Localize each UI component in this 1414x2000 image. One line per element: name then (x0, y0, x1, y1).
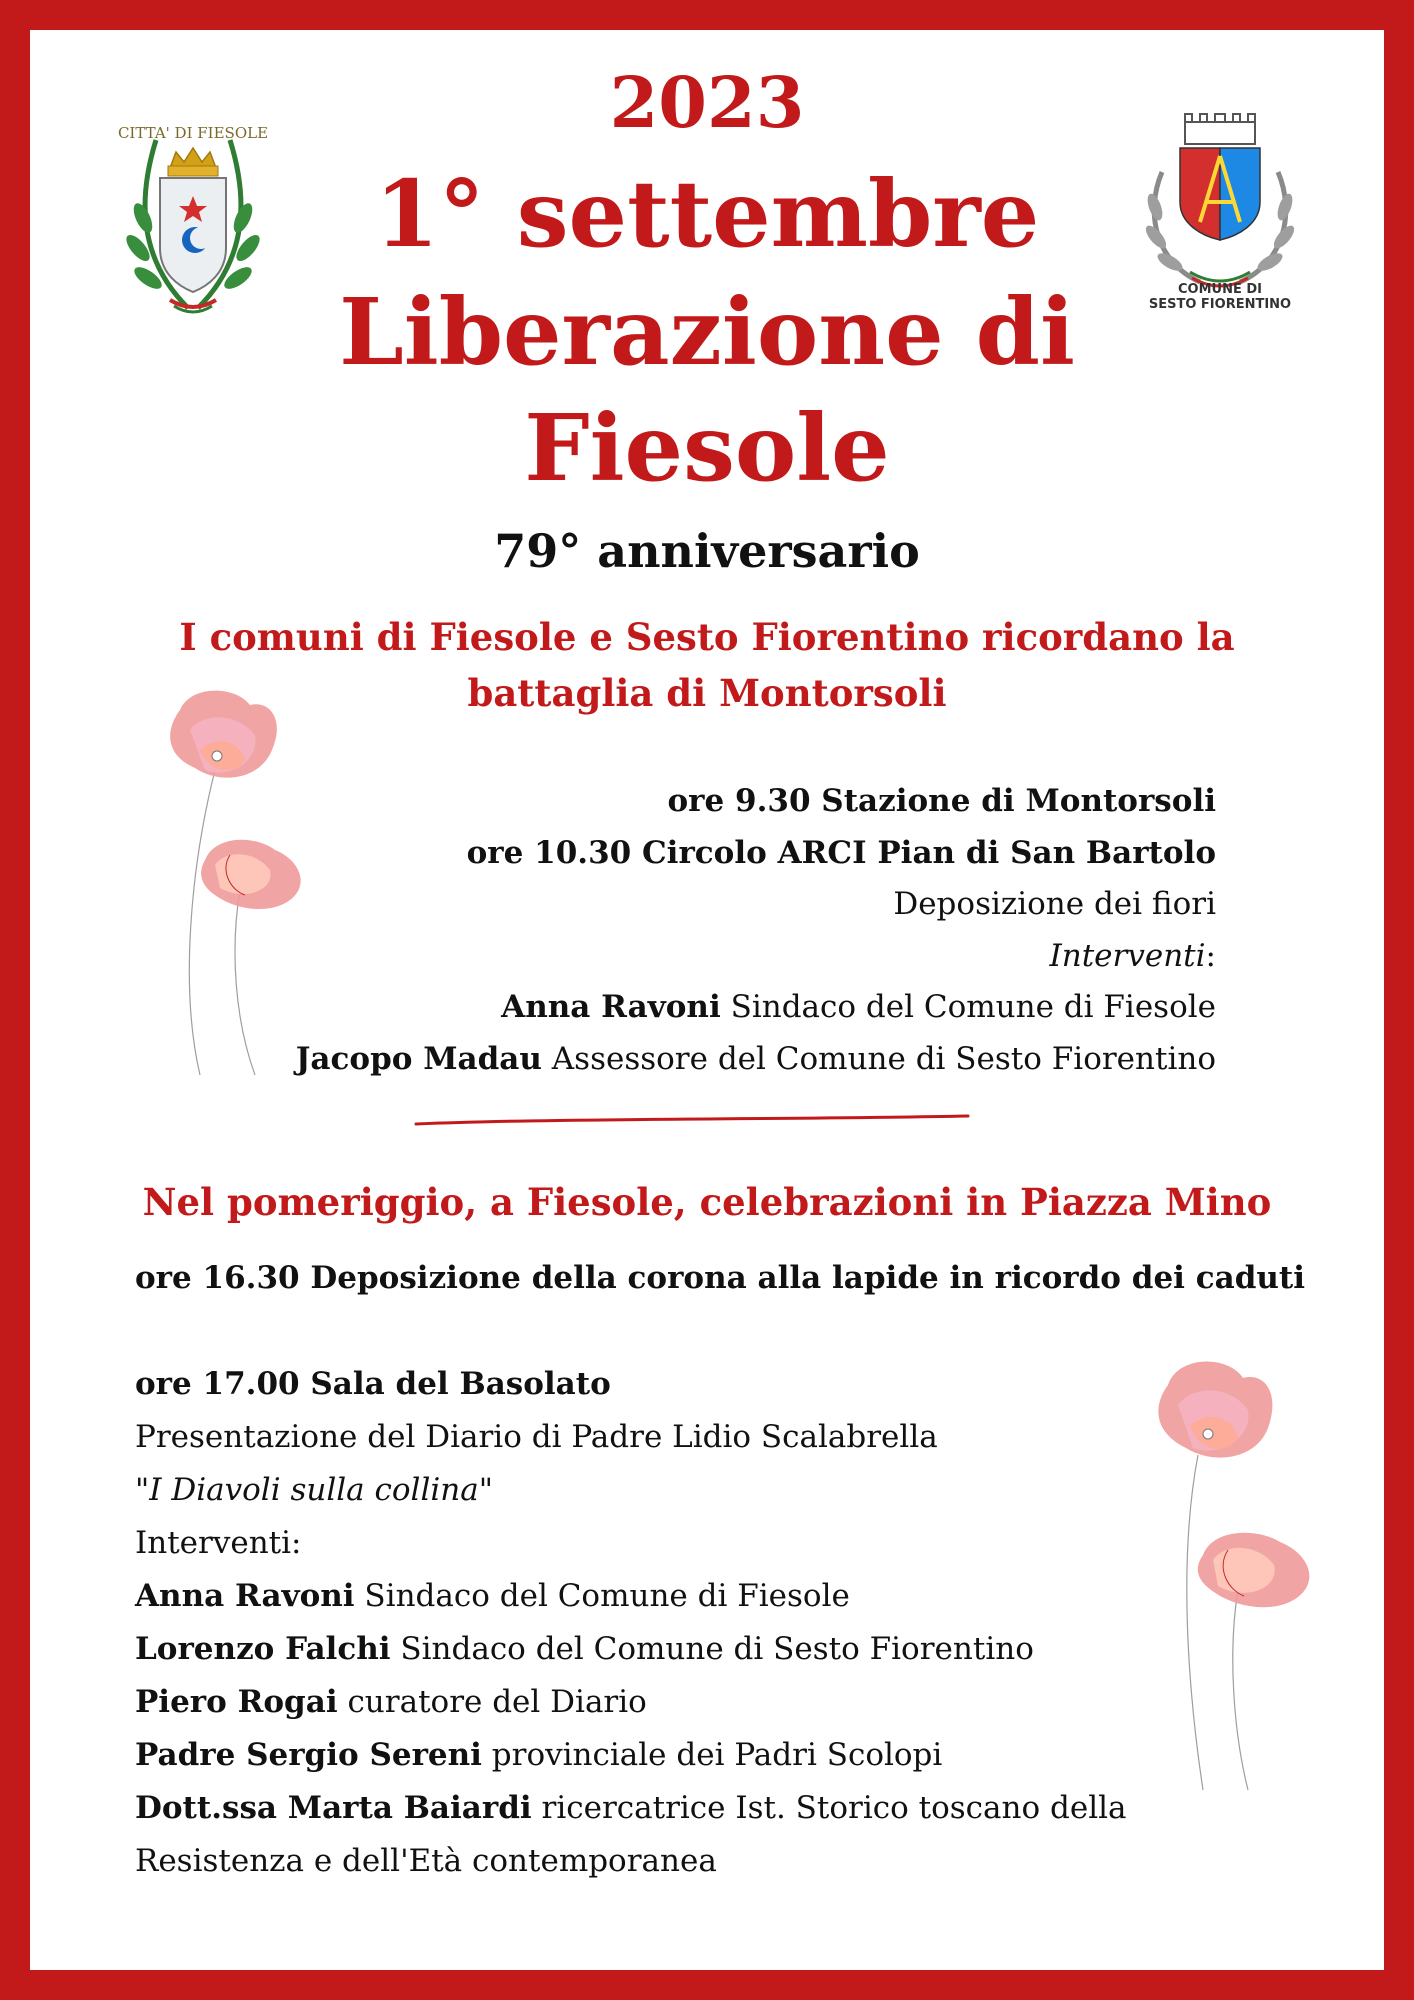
afternoon-interventi-label: Interventi: (135, 1525, 302, 1561)
afternoon-presentation: Presentazione del Diario di Padre Lidio Scalabrella (135, 1419, 938, 1455)
afternoon-speaker-row (135, 1570, 1305, 1623)
book-title-row: "I Diavoli sulla collina" (135, 1472, 493, 1508)
morning-interventi-colon: : (1205, 937, 1216, 974)
afternoon-event-corona: ore 16.30 Deposizione della corona alla lapide in ricordo dei caduti (135, 1260, 1306, 1296)
morning-speaker-row (296, 982, 1216, 1034)
book-title: I Diavoli sulla collina (149, 1472, 479, 1508)
afternoon-event-sala-basolato: ore 17.00 Sala del Basolato (135, 1366, 611, 1402)
morning-activity: Deposizione dei fiori (893, 886, 1216, 922)
speaker-name: Anna Ravoni (501, 989, 721, 1025)
morning-speaker-row (296, 1034, 1216, 1086)
speaker-name: Padre Sergio Sereni (135, 1737, 482, 1773)
morning-event-montorsoli: ore 9.30 Stazione di Montorsoli (667, 783, 1216, 819)
morning-event-circolo-arci: ore 10.30 Circolo ARCI Pian di San Bartolo (466, 834, 1216, 871)
speaker-role: Sindaco del Comune di Sesto Fiorentino (390, 1631, 1034, 1667)
afternoon-speaker-row (135, 1676, 1305, 1729)
sesto-logo-caption-line1: COMUNE DI (1178, 282, 1262, 297)
afternoon-speaker-row (135, 1729, 1305, 1782)
date-title: 1° settembre (374, 160, 1040, 268)
speaker-role: curatore del Diario (337, 1684, 647, 1720)
fiesole-logo-caption: CITTA' DI FIESOLE (117, 124, 269, 142)
subtitle-line-1: I comuni di Fiesole e Sesto Fiorentino ricordano la (179, 615, 1235, 659)
afternoon-heading: Nel pomeriggio, a Fiesole, celebrazioni in Piazza Mino (142, 1180, 1272, 1224)
title-line-fiesole: Fiesole (524, 394, 890, 502)
speaker-name: Piero Rogai (135, 1684, 338, 1720)
speaker-name: Lorenzo Falchi (135, 1631, 391, 1667)
title-line-liberazione: Liberazione di (339, 278, 1075, 386)
afternoon-speaker-row (135, 1782, 1305, 1835)
sesto-logo-caption-line2: SESTO FIORENTINO (1148, 297, 1292, 312)
speaker-role: Assessore del Comune di Sesto Fiorentino (541, 1040, 1216, 1077)
subtitle-line-2: battaglia di Montorsoli (467, 670, 947, 715)
anniversary-subtitle: 79° anniversario (494, 524, 920, 578)
speaker-role: ricercatrice Ist. Storico toscano della (531, 1790, 1127, 1826)
afternoon-program (135, 1252, 1305, 1888)
speaker-role: Sindaco del Comune di Fiesole (354, 1578, 850, 1614)
afternoon-last-line: Resistenza e dell'Età contemporanea (135, 1843, 717, 1879)
section-divider (414, 1110, 970, 1130)
morning-interventi-label: Interventi (1049, 937, 1206, 974)
afternoon-speaker-row (135, 1623, 1305, 1676)
speaker-name: Dott.ssa Marta Baiardi (135, 1790, 532, 1826)
year-heading: 2023 (609, 61, 805, 144)
morning-program (296, 776, 1216, 1085)
speaker-role: Sindaco del Comune di Fiesole (720, 989, 1216, 1025)
speaker-name: Jacopo Madau (295, 1040, 542, 1077)
speaker-role: provinciale dei Padri Scolopi (481, 1737, 943, 1773)
poppy-illustration-right (1148, 1360, 1338, 1800)
morning-interventi-row (296, 931, 1216, 983)
speaker-name: Anna Ravoni (135, 1578, 355, 1614)
